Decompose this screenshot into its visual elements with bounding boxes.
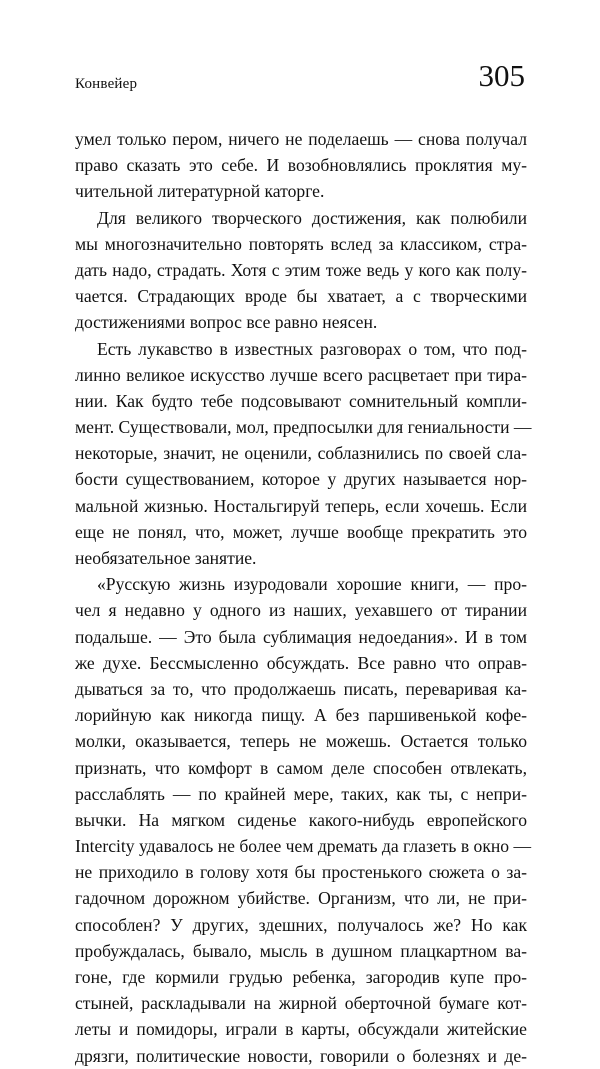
text-line: необязательное занятие. (75, 548, 257, 568)
text-line: чел я недавно у одного из наших, уехавшего от тирании (75, 600, 527, 621)
text-line: чительной литературной каторге. (75, 181, 325, 202)
text-line: линно великое искусство лучше всего расцветает при тира- (75, 364, 527, 385)
text-line: право сказать это себе. И возобновлялись проклятия му- (75, 155, 527, 176)
text-line: способлен? У других, здешних, получалось же? Но как (75, 914, 527, 935)
body-text (75, 126, 532, 1069)
text-line: признать, что комфорт в самом деле способен отвлекать, (75, 757, 527, 778)
text-line: гоне, где кормили грудью ребенка, загородив купе про- (75, 967, 527, 987)
text-line: некоторые, значит, не оценили, соблазнились по своей сла- (75, 443, 527, 464)
text-line: подальше. — Это была сублимация недоедания». И в том (75, 626, 527, 647)
text-line: лорийную как никогда пищу. А без паршивенькой кофе- (75, 705, 527, 726)
text-line: достижениями вопрос все равно неясен. (75, 312, 378, 333)
text-line: не приходило в голову хотя бы простенького сюжета о за- (75, 862, 527, 883)
text-line: «Русскую жизнь изуродовали хорошие книги, — про- (97, 574, 527, 595)
text-line: гадочном дорожном убийстве. Организм, что ли, не при- (75, 888, 527, 909)
text-line: молки, оказывается, теперь не можешь. Остается только (75, 731, 527, 752)
text-line: чается. Страдающих вроде бы хватает, а с творческими (75, 286, 527, 307)
text-line: стыней, раскладывали на жирной оберточной бумаге кот- (75, 993, 527, 1014)
text-line: расслаблять — по крайней мере, таких, как ты, с непри- (75, 783, 527, 804)
text-line: мент. Существовали, мол, предпосылки для гениальности — (75, 417, 532, 438)
text-line: бости существованием, которое у других называется нор- (75, 469, 527, 490)
running-head-title: Конвейер (75, 76, 138, 92)
text-line: дрязги, политические новости, говорили о болезнях и де- (75, 1045, 527, 1066)
text-line: мальной жизнью. Ностальгируй теперь, если хочешь. Если (75, 495, 527, 516)
text-line: пробуждалась, бывало, мысль в душном плацкартном ва- (75, 940, 527, 961)
text-line: Intercity удавалось не более чем дремать да глазеть в окно — (75, 836, 532, 857)
text-line: Есть лукавство в известных разговорах о том, что под- (97, 338, 527, 359)
text-line: же духе. Бессмысленно обсуждать. Все равно что оправ- (75, 652, 527, 673)
text-line: леты и помидоры, играли в карты, обсуждали житейские (75, 1019, 527, 1040)
text-line: мы многозначительно повторять вслед за классиком, стра- (75, 233, 527, 254)
text-line: нии. Как будто тебе подсовывают сомнительный компли- (75, 390, 527, 411)
text-line: дываться за то, что продолжаешь писать, переваривая ка- (75, 678, 527, 699)
page-number: 305 (478, 58, 525, 93)
text-line: умел только пером, ничего не поделаешь — снова получал (75, 129, 527, 149)
text-line: дать надо, страдать. Хотя с этим тоже ведь у кого как полу- (75, 259, 527, 280)
text-line: вычки. На мягком сиденье какого-нибудь европейского (75, 809, 527, 830)
text-line: Для великого творческого достижения, как полюбили (97, 207, 527, 228)
text-line: еще не понял, что, может, лучше вообще прекратить это (75, 521, 527, 542)
